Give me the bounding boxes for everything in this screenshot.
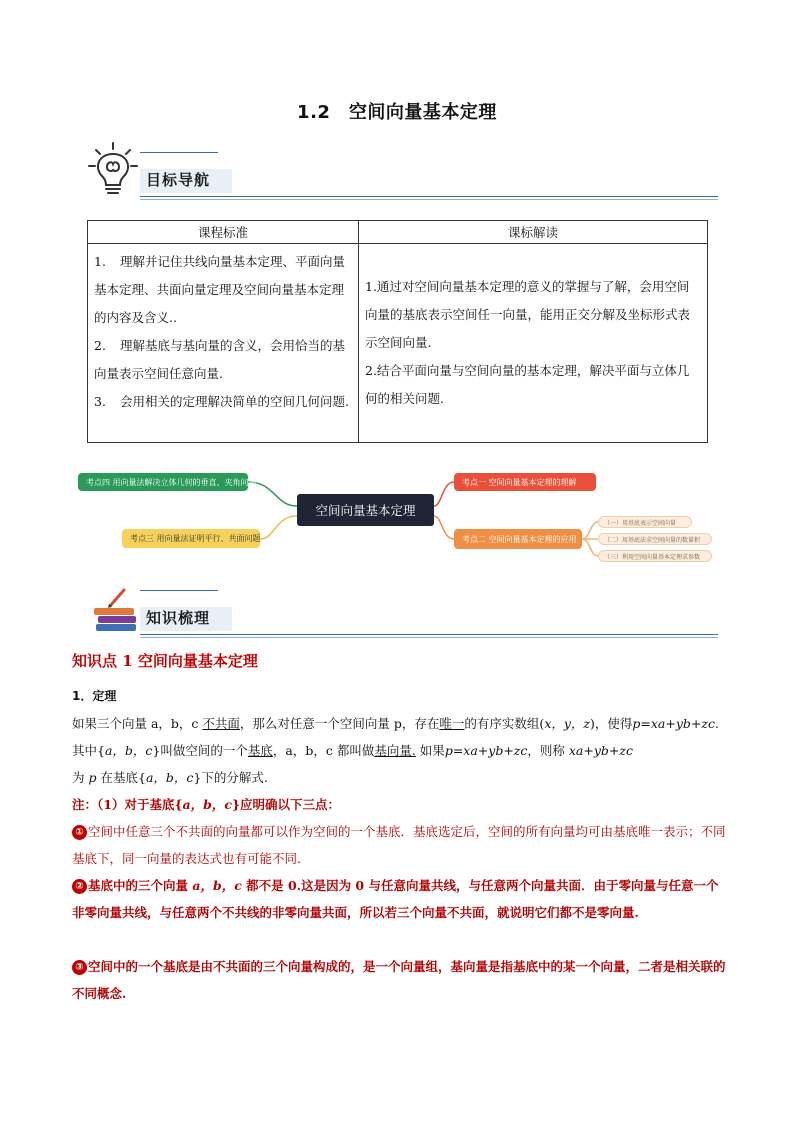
- table-header-interpretation: 课标解读: [359, 221, 708, 244]
- mind-map-node-4: 考点四 用向量法解决立体几何的垂直、夹角问题: [78, 473, 248, 491]
- list-item: 2.结合平面向量与空间向量的基本定理，解决平面与立体几何的相关问题.: [365, 363, 690, 406]
- page-title: 1.2 空间向量基本定理: [297, 102, 497, 123]
- list-item: 3. 会用相关的定理解决简单的空间几何问题.: [94, 394, 349, 409]
- note-heading: 注：（1）对于基底{a，b，c}应明确以下三点：: [72, 797, 340, 812]
- standards-cell: [88, 244, 359, 443]
- sub-heading: 1．定理: [72, 689, 117, 703]
- section-banner-knowledge: [88, 578, 718, 638]
- lightbulb-icon: [88, 142, 138, 198]
- note-point-2: ② 基底中的三个向量 a，b，c 都不是 0.这是因为 0 与任意向量共线，与任意两个向量共面．由于零向量与任意一个非零向量共线，与任意两个不共线的非零向量共面，所以若三个向量不共面，就说明它们都不是零向量.: [72, 878, 719, 920]
- knowledge-point-title: 知识点 1 空间向量基本定理: [72, 652, 258, 670]
- mind-map-subnode: （一）用基底表示空间向量: [598, 516, 692, 528]
- list-item: 2. 理解基底与基向量的含义，会用恰当的基向量表示空间任意向量.: [94, 338, 346, 381]
- books-icon: [92, 586, 142, 636]
- mind-map-node-2: 考点二 空间向量基本定理的应用: [454, 529, 582, 549]
- list-item: 1. 理解并记住共线向量基本定理、平面向量基本定理、共面向量定理及空间向量基本定理的内容及含义..: [94, 254, 346, 325]
- curriculum-table: [87, 220, 708, 443]
- note-point-3: ③ 空间中的一个基底是由不共面的三个向量构成的，是一个向量组，基向量是指基底中的某一个向量，二者是相关联的不同概念.: [72, 959, 726, 1001]
- mind-map-node-3: 考点三 用向量法证明平行、共面问题: [122, 529, 260, 548]
- mind-map-subnode: （三）利用空间向量基本定理求参数: [598, 550, 712, 562]
- interpretation-cell: [359, 244, 708, 443]
- section-label: 知识梳理: [146, 609, 211, 627]
- mind-map: [70, 462, 730, 572]
- theorem-paragraph: 如果三个向量 a，b，c 不共面，那么对任意一个空间向量 p，存在唯一的有序实数组(x，y，z)，使得p=xa+yb+zc.其中{a，b，c}叫做空间的一个基底，a，b，c 都叫做基向量. 如果p=xa+yb+zc，则称 xa+yb+zc 为 p 在基底{a，b，c}下的分解式.: [72, 716, 719, 785]
- mind-map-node-1: 考点一 空间向量基本定理的理解: [454, 473, 596, 491]
- section-label: 目标导航: [146, 171, 211, 189]
- mind-map-center: 空间向量基本定理: [297, 494, 434, 526]
- note-point-1: ① 空间中任意三个不共面的向量都可以作为空间的一个基底．基底选定后，空间的所有向量均可由基底唯一表示；不同基底下，同一向量的表达式也有可能不同.: [72, 824, 726, 866]
- list-item: 1.通过对空间向量基本定理的意义的掌握与了解，会用空间向量的基底表示空间任一向量，能用正交分解及坐标形式表示空间向量.: [365, 279, 691, 350]
- mind-map-subnode: （二）用基底法求空间向量的数量积: [598, 533, 712, 545]
- section-banner-goals: [88, 140, 718, 200]
- table-header-standard: 课程标准: [88, 221, 359, 244]
